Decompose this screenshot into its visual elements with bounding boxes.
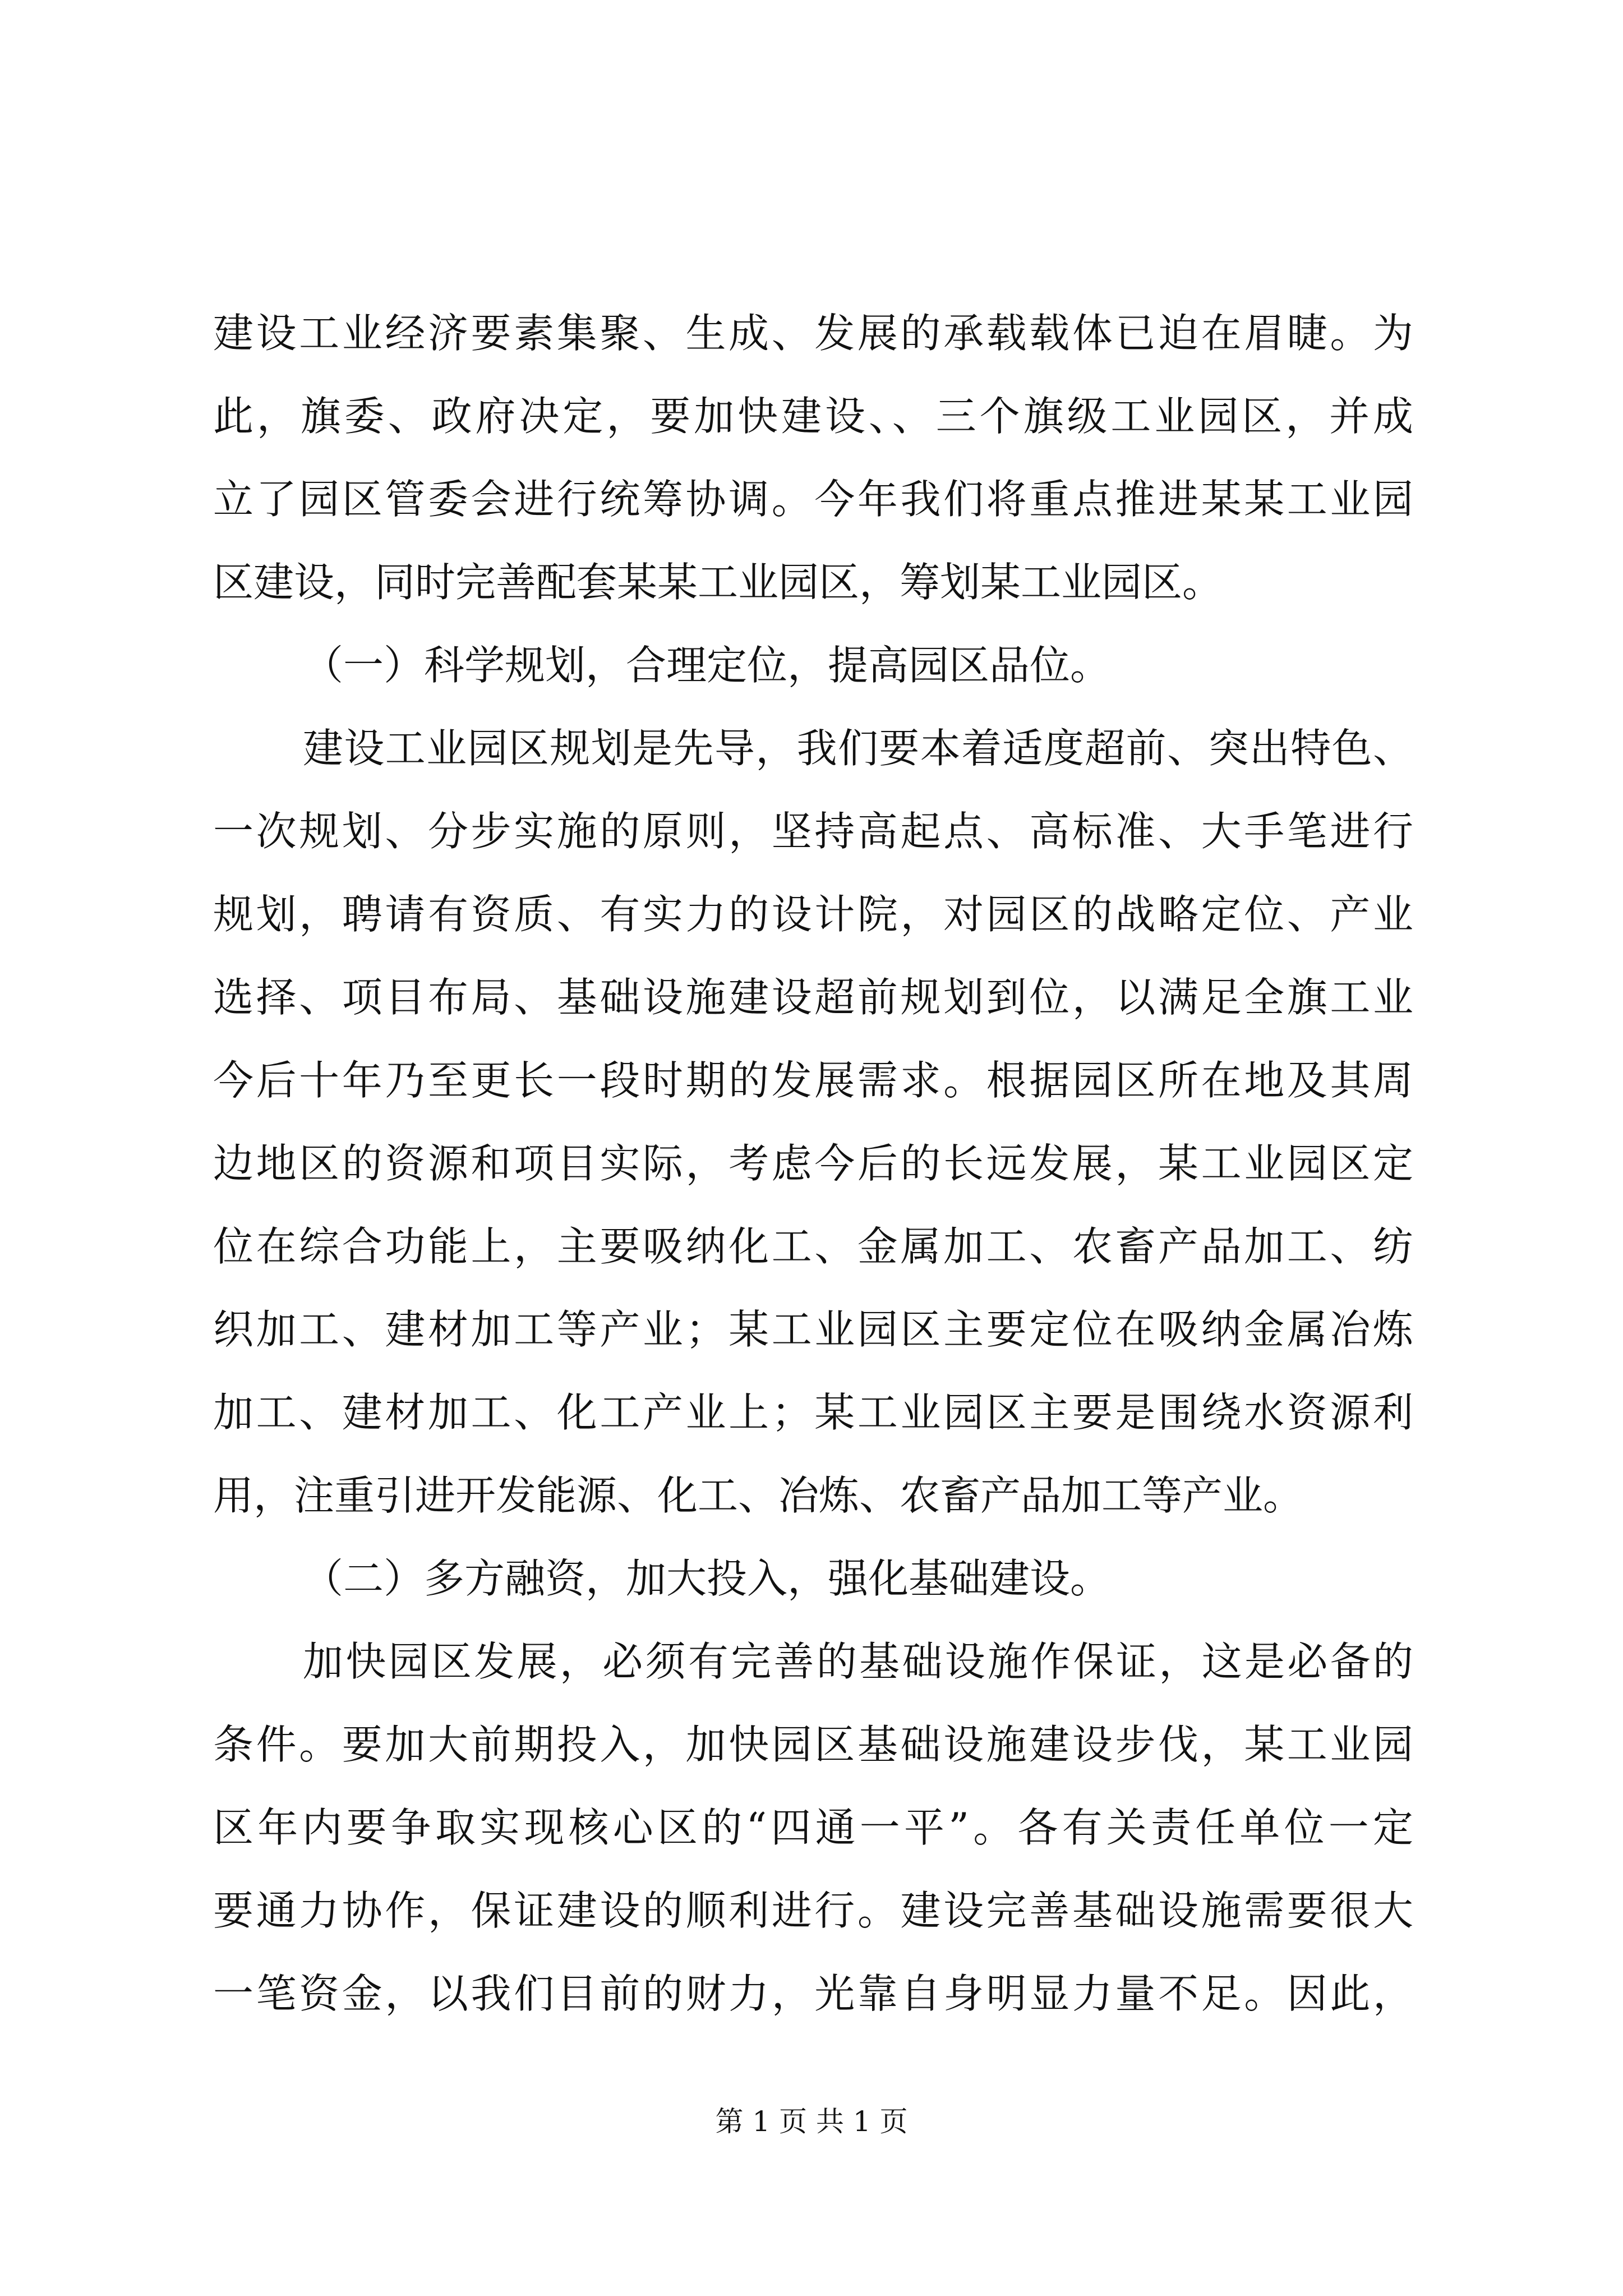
paragraph-line: 位在综合功能上，主要吸纳化工、金属加工、农畜产品加工、纺 [213,1223,1413,1270]
paragraph-line: 建设工业经济要素集聚、生成、发展的承载载体已迫在眉睫。为 [213,310,1413,357]
paragraph-line: 加快园区发展，必须有完善的基础设施作保证，这是必备的 [303,1638,1413,1685]
paragraph-line: 用，注重引进开发能源、化工、冶炼、农畜产品加工等产业。 [213,1472,1304,1519]
page-number-footer: 第 1 页 共 1 页 [715,2105,908,2138]
paragraph-line: 要通力协作，保证建设的顺利进行。建设完善基础设施需要很大 [213,1887,1413,1934]
paragraph-line: 加工、建材加工、化工产业上；某工业园区主要是围绕水资源利 [213,1389,1413,1436]
section-heading: （一）科学规划，合理定位，提高园区品位。 [303,642,1111,689]
paragraph-line: 立了园区管委会进行统筹协调。今年我们将重点推进某某工业园 [213,476,1413,523]
section-heading: （二）多方融资，加大投入，强化基础建设。 [303,1555,1111,1602]
paragraph-line: 一笔资金，以我们目前的财力，光靠自身明显力量不足。因此， [213,1970,1413,2017]
document-body [213,292,1413,2035]
paragraph-line: 边地区的资源和项目实际，考虑今后的长远发展，某工业园区定 [213,1140,1413,1187]
paragraph-line: 区年内要争取实现核心区的“四通一平”。各有关责任单位一定 [213,1804,1413,1851]
paragraph-line: 建设工业园区规划是先导，我们要本着适度超前、突出特色、 [303,725,1413,772]
paragraph-line: 选择、项目布局、基础设施建设超前规划到位，以满足全旗工业 [213,974,1413,1021]
paragraph-line: 条件。要加大前期投入，加快园区基础设施建设步伐，某工业园 [213,1721,1413,1768]
paragraph-line: 今后十年乃至更长一段时期的发展需求。根据园区所在地及其周 [213,1057,1413,1104]
paragraph-line: 一次规划、分步实施的原则，坚持高起点、高标准、大手笔进行 [213,808,1413,855]
paragraph-line: 此，旗委、政府决定，要加快建设、、三个旗级工业园区，并成 [213,393,1413,440]
paragraph-line: 规划，聘请有资质、有实力的设计院，对园区的战略定位、产业 [213,891,1413,938]
paragraph-line: 区建设，同时完善配套某某工业园区，筹划某工业园区。 [213,559,1223,606]
paragraph-line: 织加工、建材加工等产业；某工业园区主要定位在吸纳金属冶炼 [213,1306,1413,1353]
